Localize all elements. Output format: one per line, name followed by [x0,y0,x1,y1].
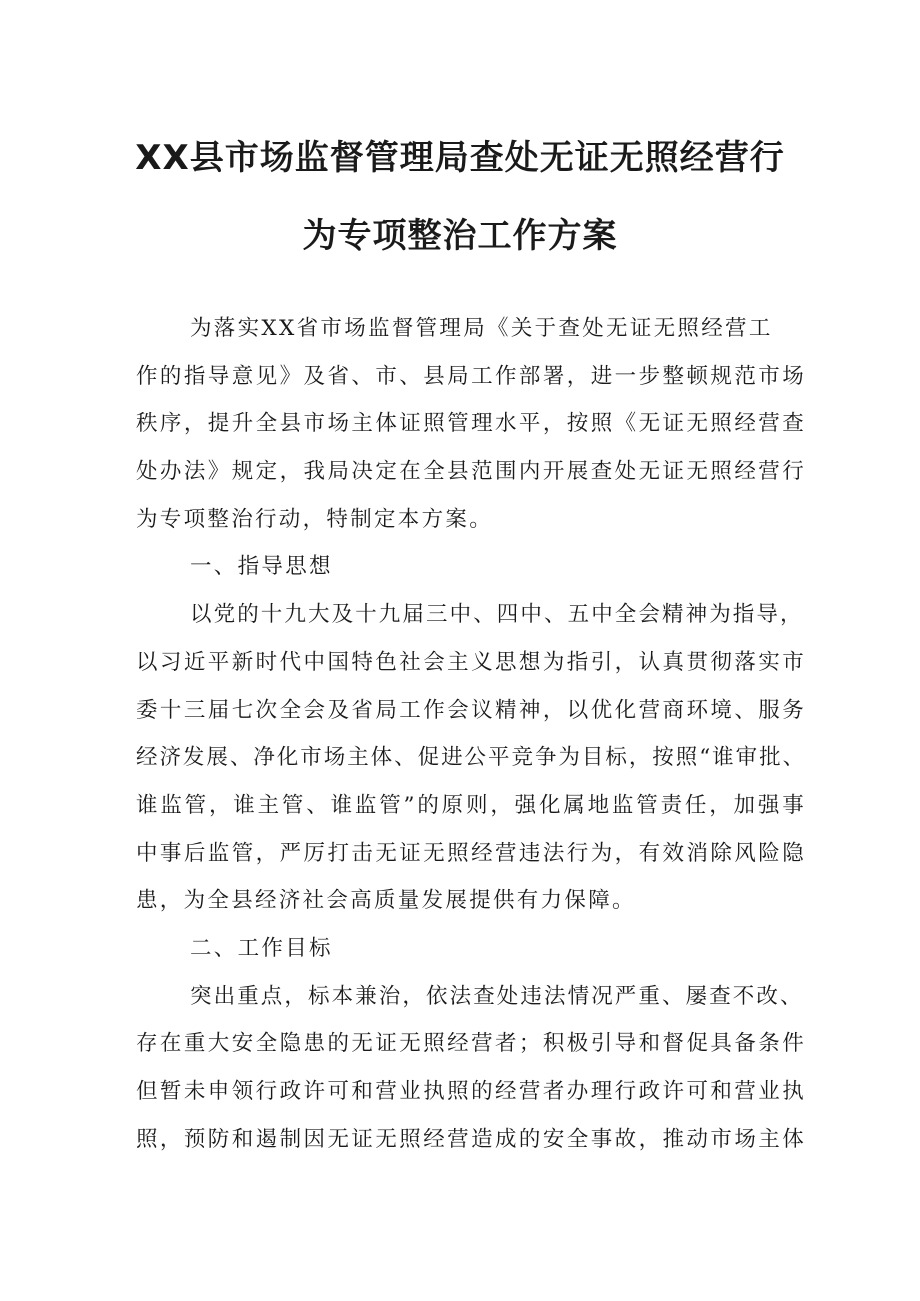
document-title-line-1: XX县市场监督管理局查处无证无照经营行 [135,138,785,178]
paragraph-guiding-line: 中事后监管，严厉打击无证无照经营违法行为，有效消除风险隐 [136,840,806,866]
paragraph-guiding-line: 谁监管，谁主管、谁监管”的原则，强化属地监管责任，加强事 [136,792,806,818]
section-heading-work-goals: 二、工作目标 [190,935,333,961]
paragraph-goals-line: 存在重大安全隐患的无证无照经营者；积极引导和督促具备条件 [136,1031,806,1057]
paragraph-intro-line: 为落实XX省市场监督管理局《关于查处无证无照经营工 [190,316,773,341]
document-title-line-2: 为专项整治工作方案 [302,216,618,256]
document-body [136,305,806,1163]
paragraph-guiding-line: 以党的十九大及十九届三中、四中、五中全会精神为指导， [190,602,804,628]
paragraph-guiding-line: 以习近平新时代中国特色社会主义思想为指引，认真贯彻落实市 [136,649,806,675]
paragraph-guiding-line: 患，为全县经济社会高质量发展提供有力保障。 [136,888,636,914]
paragraph-goals-line: 突出重点，标本兼治，依法查处违法情况严重、屡查不改、 [190,983,804,1009]
paragraph-guiding-line: 经济发展、净化市场主体、促进公平竞争为目标，按照“谁审批、 [136,745,806,771]
paragraph-goals-line: 照，预防和遏制因无证无照经营造成的安全事故，推动市场主体 [136,1126,806,1152]
paragraph-guiding-line: 委十三届七次全会及省局工作会议精神，以优化营商环境、服务 [136,697,806,723]
paragraph-intro-line: 作的指导意见》及省、市、县局工作部署，进一步整顿规范市场 [136,363,806,389]
paragraph-goals-line: 但暂未申领行政许可和营业执照的经营者办理行政许可和营业执 [136,1079,806,1104]
section-heading-guiding-ideology: 一、指导思想 [190,554,333,580]
paragraph-intro-line: 为专项整治行动，特制定本方案。 [136,506,494,532]
paragraph-intro-line: 秩序，提升全县市场主体证照管理水平，按照《无证无照经营查 [136,411,806,437]
paragraph-intro-line: 处办法》规定，我局决定在全县范围内开展查处无证无照经营行 [136,459,806,485]
